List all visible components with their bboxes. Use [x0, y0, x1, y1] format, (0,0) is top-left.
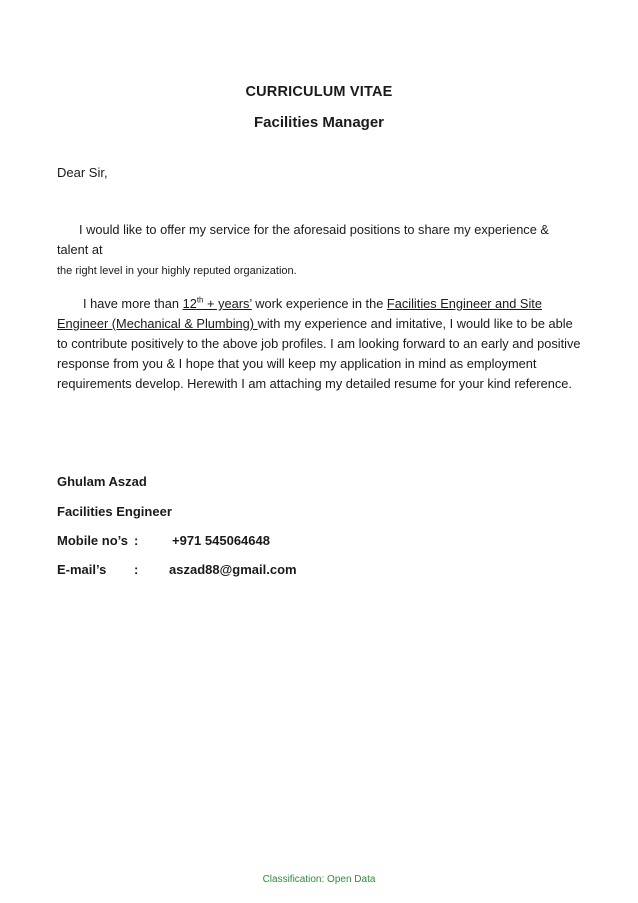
experience-years [183, 296, 252, 311]
experience-field: Facilities Engineer and Site Engineer (Mechanical & Plumbing) [57, 296, 542, 331]
experience-lead: I have more than [83, 296, 183, 311]
signature-role: Facilities Engineer [57, 504, 172, 519]
email-value: aszad88@gmail.com [169, 562, 297, 577]
document-subtitle: Facilities Manager [253, 114, 385, 131]
paragraph-experience [57, 294, 581, 394]
mobile-label: Mobile no’s [57, 533, 129, 548]
classification-footer: Classification: Open Data [262, 874, 376, 885]
paragraph-intro [57, 220, 581, 281]
experience-mid: work experience in the [251, 296, 387, 311]
mobile-value: +971 545064648 [172, 533, 270, 548]
paragraph-intro-line1: I would like to offer my service for the aforesaid positions to share my experience & talent at [57, 222, 549, 257]
years-ordinal: th [196, 295, 204, 305]
email-colon: : [134, 562, 139, 577]
salutation: Dear Sir, [57, 165, 108, 180]
signature-name: Ghulam Aszad [57, 474, 147, 489]
years-number: 12 [182, 296, 197, 311]
paragraph-intro-line2: the right level in your highly reputed organization. [57, 265, 297, 277]
document-title: CURRICULUM VITAE [245, 84, 393, 100]
experience-rest: with my experience and imitative, I would like to be able to contribute positively to the above job profiles. I am looking forward to an early and positive response from you & I hope that you will keep my application in mind as employment requirements develop. Herewith I am attaching my detailed resume for your kind reference. [57, 316, 581, 391]
email-label: E-mail’s [57, 562, 107, 577]
mobile-colon: : [134, 533, 139, 548]
years-suffix: + years’ [203, 296, 252, 311]
